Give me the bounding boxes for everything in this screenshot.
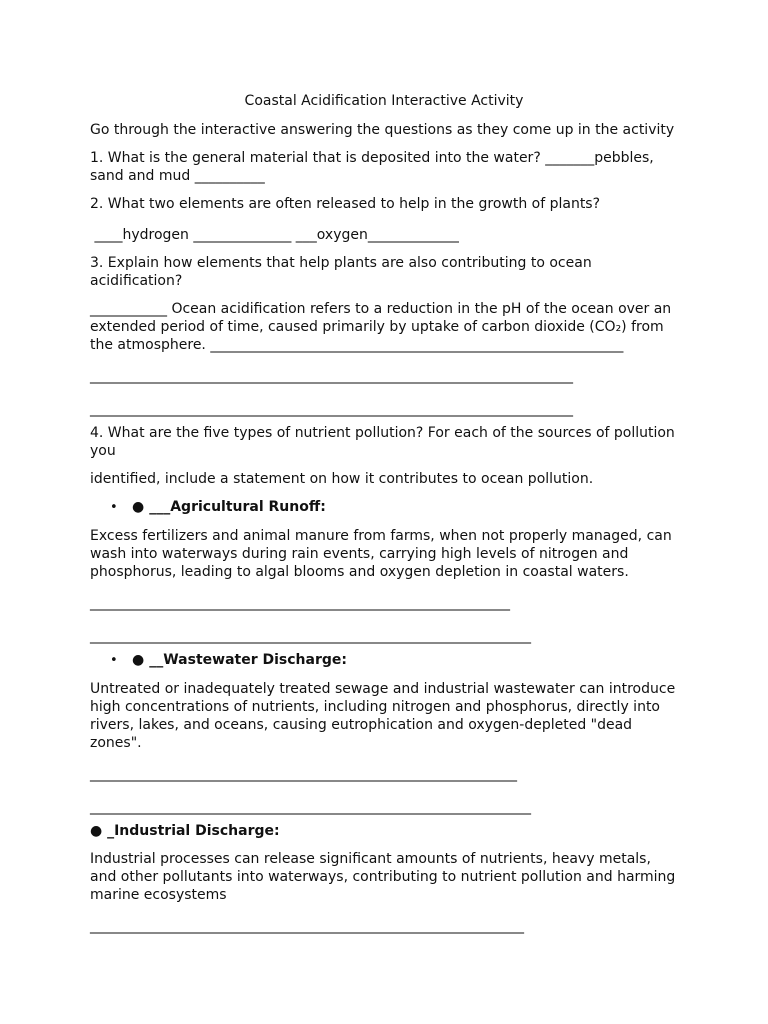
answer-line: _______________________________________________________________ [90, 799, 531, 815]
intro-text: Go through the interactive answering the questions as they come up in the activity [90, 122, 675, 138]
page-title: Coastal Acidification Interactive Activity [244, 93, 524, 109]
bullet-wastewater-discharge [90, 651, 680, 670]
industrial-discharge-heading-row [90, 822, 680, 840]
bullet-marker: • [110, 500, 118, 515]
agricultural-runoff-text: Excess fertilizers and animal manure from farms, when not properly managed, can wash into waterways during rain events, carrying high levels of nitrogen and phosphorus, leading to algal blooms and oxygen depletion in coastal waters. [90, 528, 672, 580]
industrial-discharge-heading: _Industrial Discharge: [107, 823, 280, 839]
circle-marker: ● [90, 823, 103, 839]
question-2-answer: ____hydrogen ______________ ___oxygen_____________ [90, 227, 459, 243]
worksheet-page [90, 92, 680, 944]
bullet-marker: • [110, 653, 118, 668]
question-3: 3. Explain how elements that help plants are also contributing to ocean acidification? [90, 255, 592, 289]
question-4: 4. What are the five types of nutrient pollution? For each of the sources of pollution you [90, 425, 675, 459]
answer-line: _____________________________________________________________________ [90, 401, 573, 417]
question-1: 1. What is the general material that is deposited into the water? _______pebbles, sand and mud __________ [90, 150, 654, 184]
answer-line: _____________________________________________________________ [90, 766, 517, 782]
answer-line: _____________________________________________________________________ [90, 368, 573, 384]
agricultural-runoff-heading: ___Agricultural Runoff: [149, 499, 326, 515]
wastewater-discharge-text: Untreated or inadequately treated sewage and industrial wastewater can introduce high concentrations of nutrients, including nitrogen and phosphorus, directly into rivers, lakes, and oceans, causing eutrophication and oxygen-depleted "dead zones". [90, 681, 676, 751]
question-4-continued: identified, include a statement on how it contributes to ocean pollution. [90, 471, 594, 487]
industrial-discharge-text: Industrial processes can release significant amounts of nutrients, heavy metals, and other pollutants into waterways, contributing to nutrient pollution and harming marine ecosystems [90, 851, 676, 903]
answer-line: _______________________________________________________________ [90, 628, 531, 644]
circle-marker: ● [132, 652, 145, 668]
question-3-answer: ___________ Ocean acidification refers to a reduction in the pH of the ocean over an extended period of time, caused primarily by uptake of carbon dioxide (CO₂) from the atmosphere. ___________________________________________________________ [90, 301, 672, 353]
question-2: 2. What two elements are often released to help in the growth of plants? [90, 196, 601, 212]
bullet-agricultural-runoff [90, 498, 680, 517]
answer-line: ____________________________________________________________ [90, 595, 510, 611]
answer-line: ______________________________________________________________ [90, 918, 524, 934]
wastewater-discharge-heading: __Wastewater Discharge: [149, 652, 347, 668]
circle-marker: ● [132, 499, 145, 515]
